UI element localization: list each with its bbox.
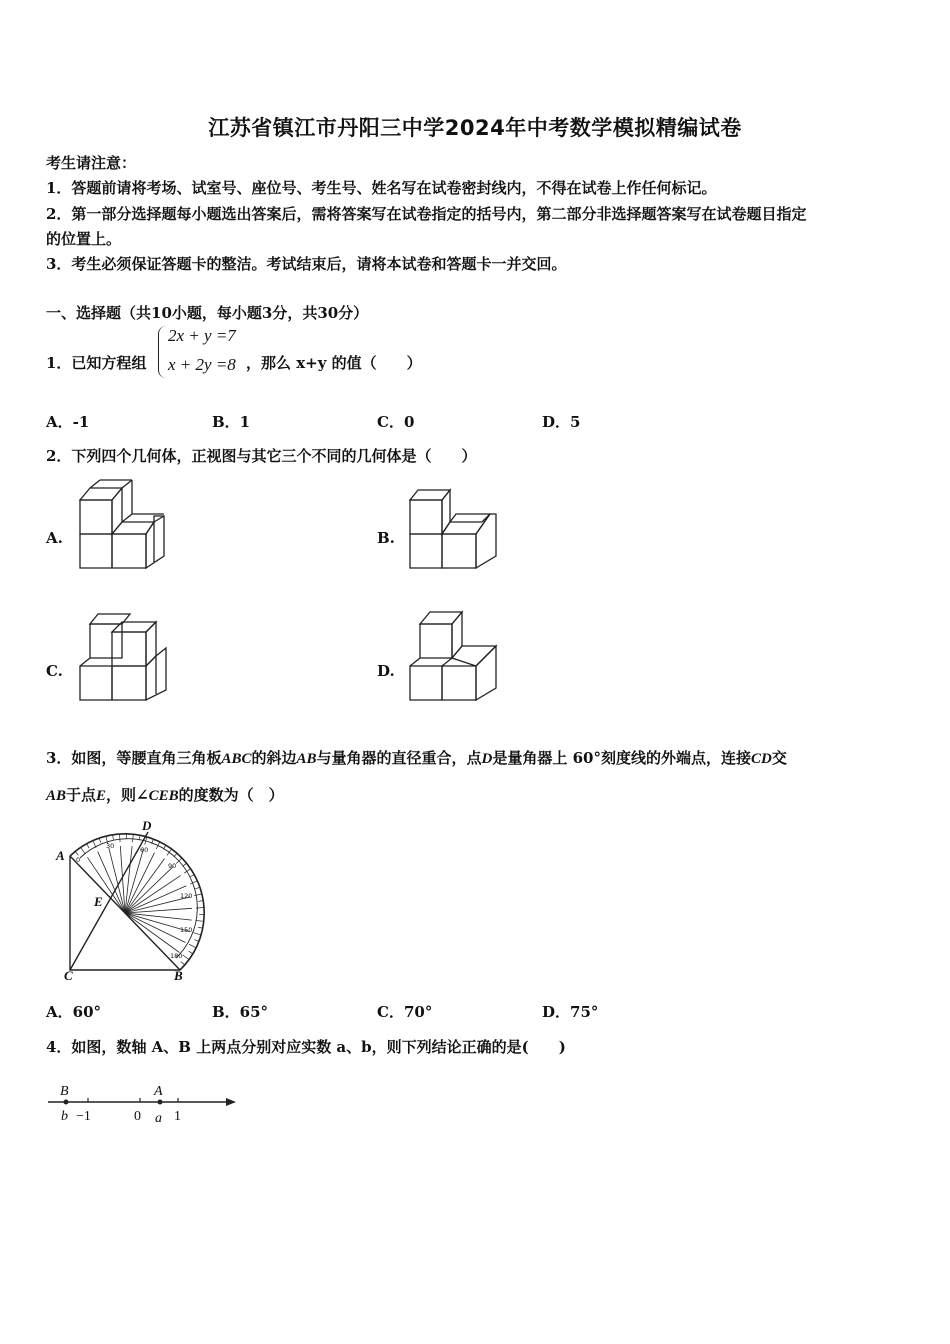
protractor-tick <box>99 838 101 843</box>
label-e: E <box>94 894 103 909</box>
q1-option-a: A．-1 <box>46 413 90 431</box>
protractor-ray <box>125 886 186 913</box>
protractor-tick <box>113 835 114 840</box>
notice-heading: 考生请注意： <box>46 154 137 172</box>
label-b: B <box>174 968 183 983</box>
protractor-tick <box>174 853 177 857</box>
value-a: a <box>155 1111 162 1126</box>
protractor-tick <box>189 944 196 948</box>
protractor-tick <box>70 856 76 862</box>
q2-label-c: C. <box>46 662 63 680</box>
protractor-tick <box>190 881 197 884</box>
protractor-tick <box>196 921 204 922</box>
q1-option-b: B．1 <box>212 413 251 431</box>
point-a-label: A <box>154 1084 163 1099</box>
protractor-tick <box>193 933 201 935</box>
protractor-tick <box>120 834 121 842</box>
label-d: D <box>142 818 152 833</box>
scale-30: 30 <box>106 842 115 850</box>
protractor-tick <box>189 951 193 954</box>
q3-option-b: B．65° <box>212 1003 269 1021</box>
q2-text: 2．下列四个几何体，正视图与其它三个不同的几何体是（ ） <box>46 447 477 465</box>
scale-150: 150 <box>180 926 193 934</box>
protractor-tick <box>81 847 86 854</box>
protractor-tick <box>194 940 199 942</box>
q3-option-d: D．75° <box>542 1003 599 1021</box>
notice-item: 2．第一部分选择题每小题选出答案后，需将答案写在试卷指定的括号内，第二部分非选择题答案写在试卷题目指定 <box>46 205 807 223</box>
protractor-figure <box>56 818 216 983</box>
section-heading: 一、选择题（共10小题，每小题3分，共30分） <box>46 304 369 322</box>
scale-120: 120 <box>180 892 193 900</box>
point-b-label: B <box>60 1084 69 1099</box>
scale-60: 60 <box>140 846 149 854</box>
protractor-tick <box>198 901 203 902</box>
page-title: 江苏省镇江市丹阳三中学2024年中考数学模拟精编试卷 <box>208 116 742 140</box>
tick-minus-one: −1 <box>76 1109 91 1124</box>
q1-option-d: D．5 <box>542 413 581 431</box>
scale-180: 180 <box>170 952 183 960</box>
protractor-tick <box>75 851 78 855</box>
q3-line-1: 3．如图，等腰直角三角板ABC的斜边AB与量角器的直径重合，点D是量角器上 60°刻度线的外端点，连接CD交 <box>46 749 787 767</box>
protractor-tick <box>183 955 190 960</box>
q3-option-c: C．70° <box>377 1003 433 1021</box>
protractor-ray <box>125 913 172 961</box>
protractor-tick <box>190 875 194 877</box>
q3-line-2: AB于点E，则∠CEB的度数为（ ） <box>46 786 284 804</box>
q3-option-a: A．60° <box>46 1003 102 1021</box>
scale-90: 90 <box>168 862 177 870</box>
number-line <box>44 1080 244 1130</box>
q2-label-d: D. <box>377 662 395 680</box>
q2-label-a: A. <box>46 529 63 547</box>
protractor-tick <box>198 927 203 928</box>
tick-one: 1 <box>174 1109 181 1124</box>
protractor-ray <box>125 875 181 913</box>
tick-zero: 0 <box>134 1109 141 1124</box>
protractor-ray <box>125 866 173 913</box>
solid-figure-b <box>406 488 502 572</box>
protractor-tick <box>181 962 185 965</box>
protractor-tick <box>183 863 187 866</box>
label-c: C <box>64 968 73 983</box>
scale-0: 0 <box>76 856 81 864</box>
protractor-ray <box>125 846 132 913</box>
protractor-tick <box>133 834 134 842</box>
protractor-tick <box>87 844 89 848</box>
label-a: A <box>56 848 65 863</box>
notice-item: 的位置上。 <box>46 230 122 248</box>
q1-equation-1: 2x + y =7 <box>168 326 236 345</box>
solid-figure-c <box>76 610 172 704</box>
solid-figure-a <box>76 478 172 570</box>
notice-item: 1．答题前请将考场、试室号、座位号、考生号、姓名写在试卷密封线内，不得在试卷上作任何标记。 <box>46 179 717 197</box>
q4-text: 4．如图，数轴 A、B 上两点分别对应实数 a、b，则下列结论正确的是( ) <box>46 1038 566 1056</box>
protractor-tick <box>195 887 200 889</box>
q1-equation-2: x + 2y =8 <box>168 355 236 374</box>
q1-suffix: ，那么 x+y 的值（ ） <box>246 354 422 372</box>
protractor-ray <box>125 913 179 953</box>
q1-option-c: C．0 <box>377 413 415 431</box>
q1-prefix: 1．已知方程组 <box>46 354 147 372</box>
protractor-tick <box>167 849 172 856</box>
protractor-tick <box>194 894 202 896</box>
q2-label-b: B. <box>377 529 395 547</box>
solid-figure-d <box>406 610 502 704</box>
notice-item: 3．考生必须保证答题卡的整洁。考试结束后，请将本试卷和答题卡一并交回。 <box>46 255 567 273</box>
value-b: b <box>61 1109 68 1124</box>
protractor-ray <box>125 913 192 920</box>
